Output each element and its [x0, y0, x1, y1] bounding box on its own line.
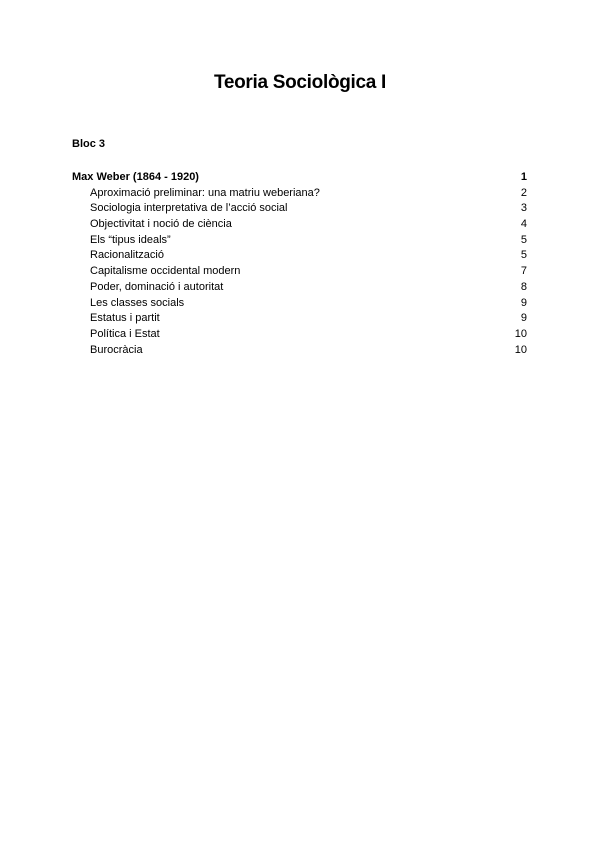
document-title: Teoria Sociològica I — [213, 72, 387, 93]
toc-entry-label: Poder, dominació i autoritat — [90, 280, 224, 293]
toc-entry-page: 9 — [520, 296, 527, 309]
toc-entry-label: Les classes socials — [90, 296, 185, 309]
toc-entry[interactable] — [72, 233, 527, 249]
toc-entry-label: Burocràcia — [90, 343, 143, 356]
toc-entry[interactable] — [72, 186, 527, 202]
toc-entry-page: 5 — [520, 233, 527, 246]
toc-entry-label: Sociologia interpretativa de l’acció social — [90, 202, 288, 215]
toc-entry[interactable] — [72, 343, 527, 359]
toc-entry-page: 10 — [514, 343, 527, 356]
section-heading: Bloc 3 — [72, 138, 106, 150]
toc-entry[interactable] — [72, 280, 527, 296]
toc-entry-page: 8 — [520, 280, 527, 293]
toc-entry-label: Racionalització — [90, 249, 164, 262]
toc-entry[interactable] — [72, 201, 527, 217]
toc-entry-page: 4 — [520, 218, 527, 231]
toc-entry[interactable] — [72, 217, 527, 233]
toc-entry[interactable] — [72, 264, 527, 280]
toc-entry-label: Estatus i partit — [90, 312, 160, 325]
toc-entry[interactable] — [72, 296, 527, 312]
toc-entry[interactable] — [72, 327, 527, 343]
toc-entry-main[interactable] — [72, 170, 527, 186]
toc-entry-page: 1 — [520, 171, 527, 183]
toc-entry-page: 3 — [520, 202, 527, 215]
toc-entry-page: 5 — [520, 249, 527, 262]
toc-entry-label: Max Weber (1864 - 1920) — [72, 171, 199, 183]
toc-entry[interactable] — [72, 311, 527, 327]
toc-entry-label: Política i Estat — [90, 327, 160, 340]
table-of-contents — [72, 170, 527, 358]
toc-entry-page: 10 — [514, 327, 527, 340]
toc-entry-page: 2 — [520, 186, 527, 199]
toc-entry-page: 9 — [520, 312, 527, 325]
toc-entry-page: 7 — [520, 265, 527, 278]
toc-entry-label: Els “tipus ideals” — [90, 233, 171, 246]
toc-entry[interactable] — [72, 248, 527, 264]
toc-entry-label: Capitalisme occidental modern — [90, 265, 241, 278]
toc-entry-label: Aproximació preliminar: una matriu weberiana? — [90, 186, 320, 199]
toc-entry-label: Objectivitat i noció de ciència — [90, 218, 232, 231]
